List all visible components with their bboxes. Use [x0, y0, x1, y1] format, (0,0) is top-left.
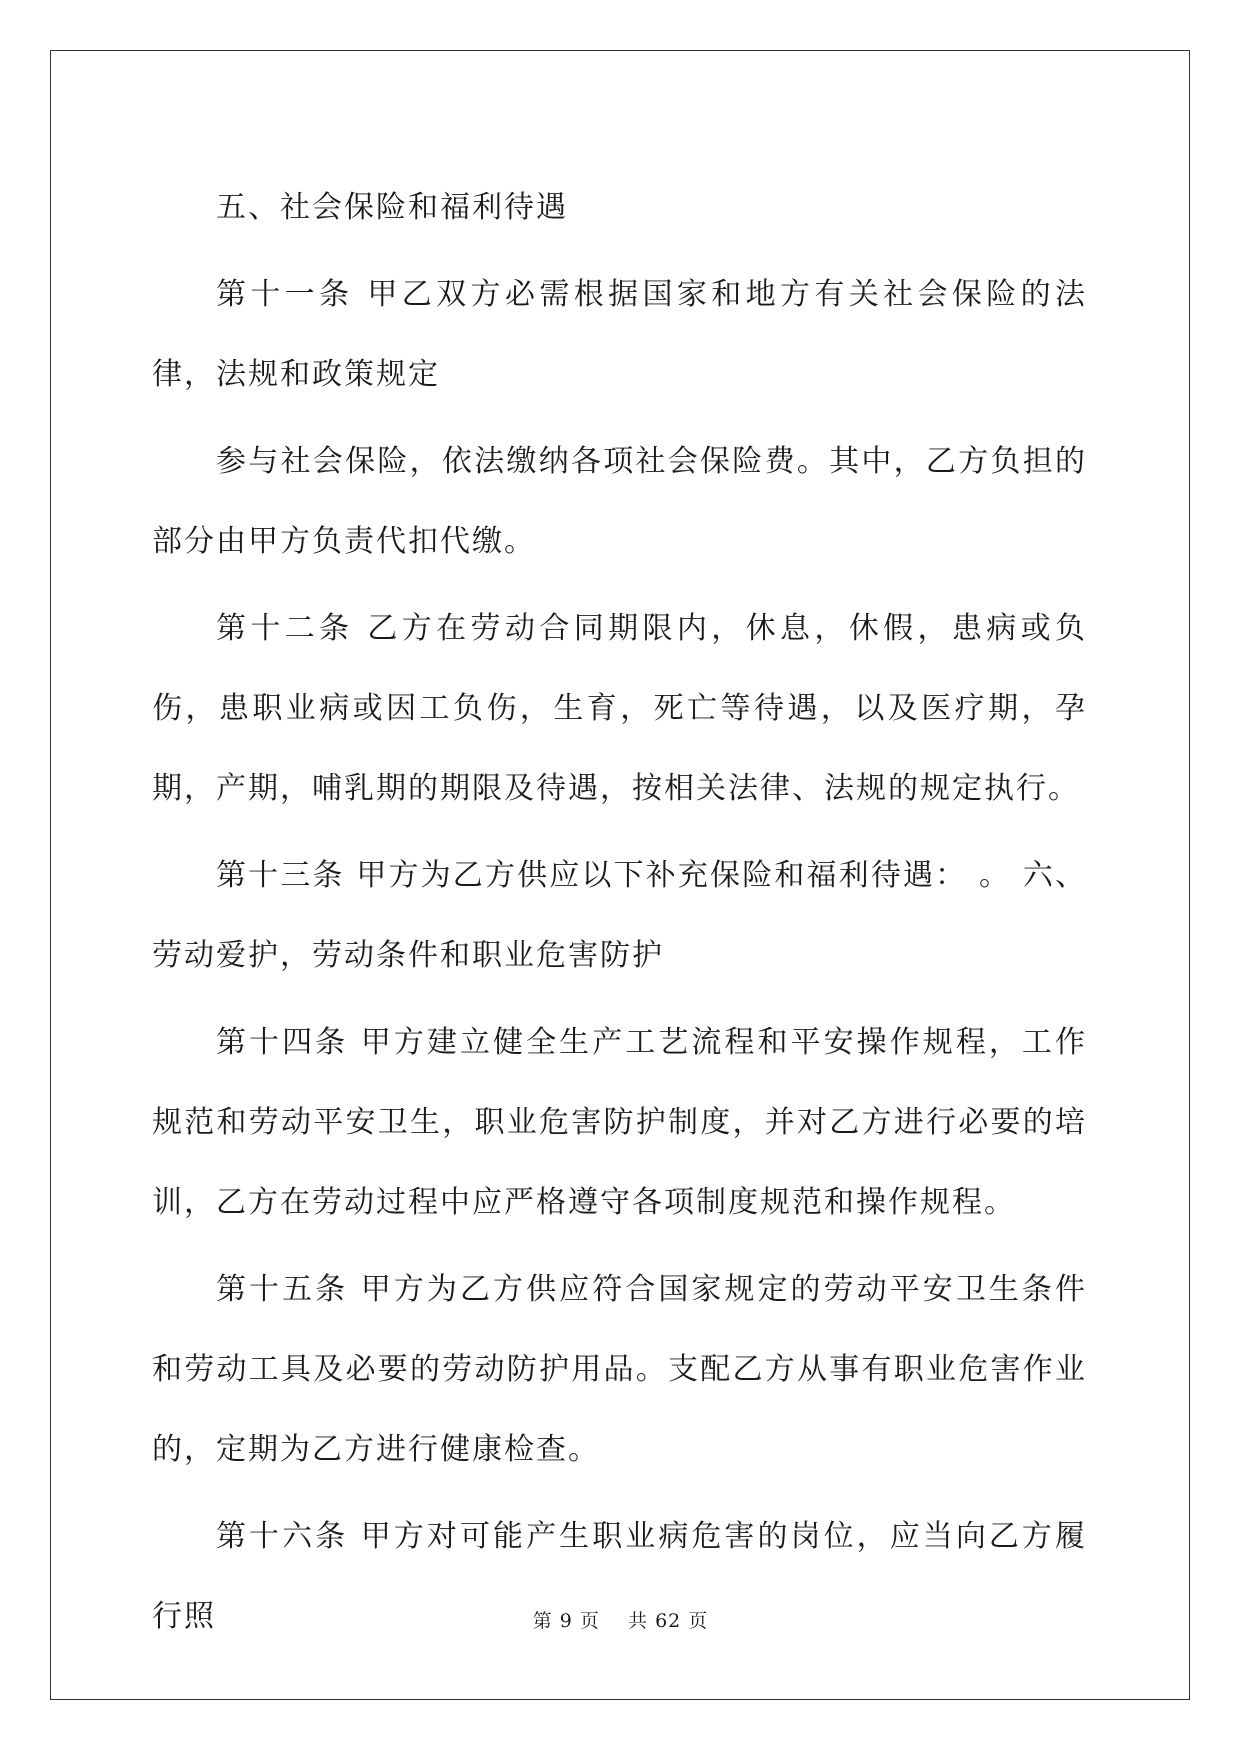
paragraph: 第十五条 甲方为乙方供应符合国家规定的劳动平安卫生条件和劳动工具及必要的劳动防护用品。支配乙方从事有职业危害作业的，定期为乙方进行健康检查。: [152, 1272, 1087, 1467]
section-heading: 五、社会保险和福利待遇: [216, 190, 568, 225]
paragraph: 第十六条 甲方对可能产生职业病危害的岗位，应当向乙方履行照: [152, 1519, 1087, 1634]
paragraph: 第十四条 甲方建立健全生产工艺流程和平安操作规程，工作规范和劳动平安卫生，职业危害防护制度，并对乙方进行必要的培训，乙方在劳动过程中应严格遵守各项制度规范和操作规程。: [152, 1025, 1087, 1220]
page-total: 共 62 页: [628, 1610, 709, 1632]
paragraph: 参与社会保险，依法缴纳各项社会保险费。其中，乙方负担的部分由甲方负责代扣代缴。: [152, 444, 1087, 559]
paragraph: 第十三条 甲方为乙方供应以下补充保险和福利待遇： 。 六、劳动爱护，劳动条件和职业危害防护: [152, 858, 1087, 973]
page-number: 第 9 页: [532, 1610, 600, 1632]
paragraph: 第十一条 甲乙双方必需根据国家和地方有关社会保险的法律，法规和政策规定: [152, 277, 1087, 392]
document-body: [152, 168, 1087, 1664]
page-footer: [0, 1606, 1241, 1633]
paragraph: 第十二条 乙方在劳动合同期限内，休息，休假，患病或负伤，患职业病或因工负伤，生育，死亡等待遇，以及医疗期，孕期，产期，哺乳期的期限及待遇，按相关法律、法规的规定执行。: [152, 611, 1087, 806]
